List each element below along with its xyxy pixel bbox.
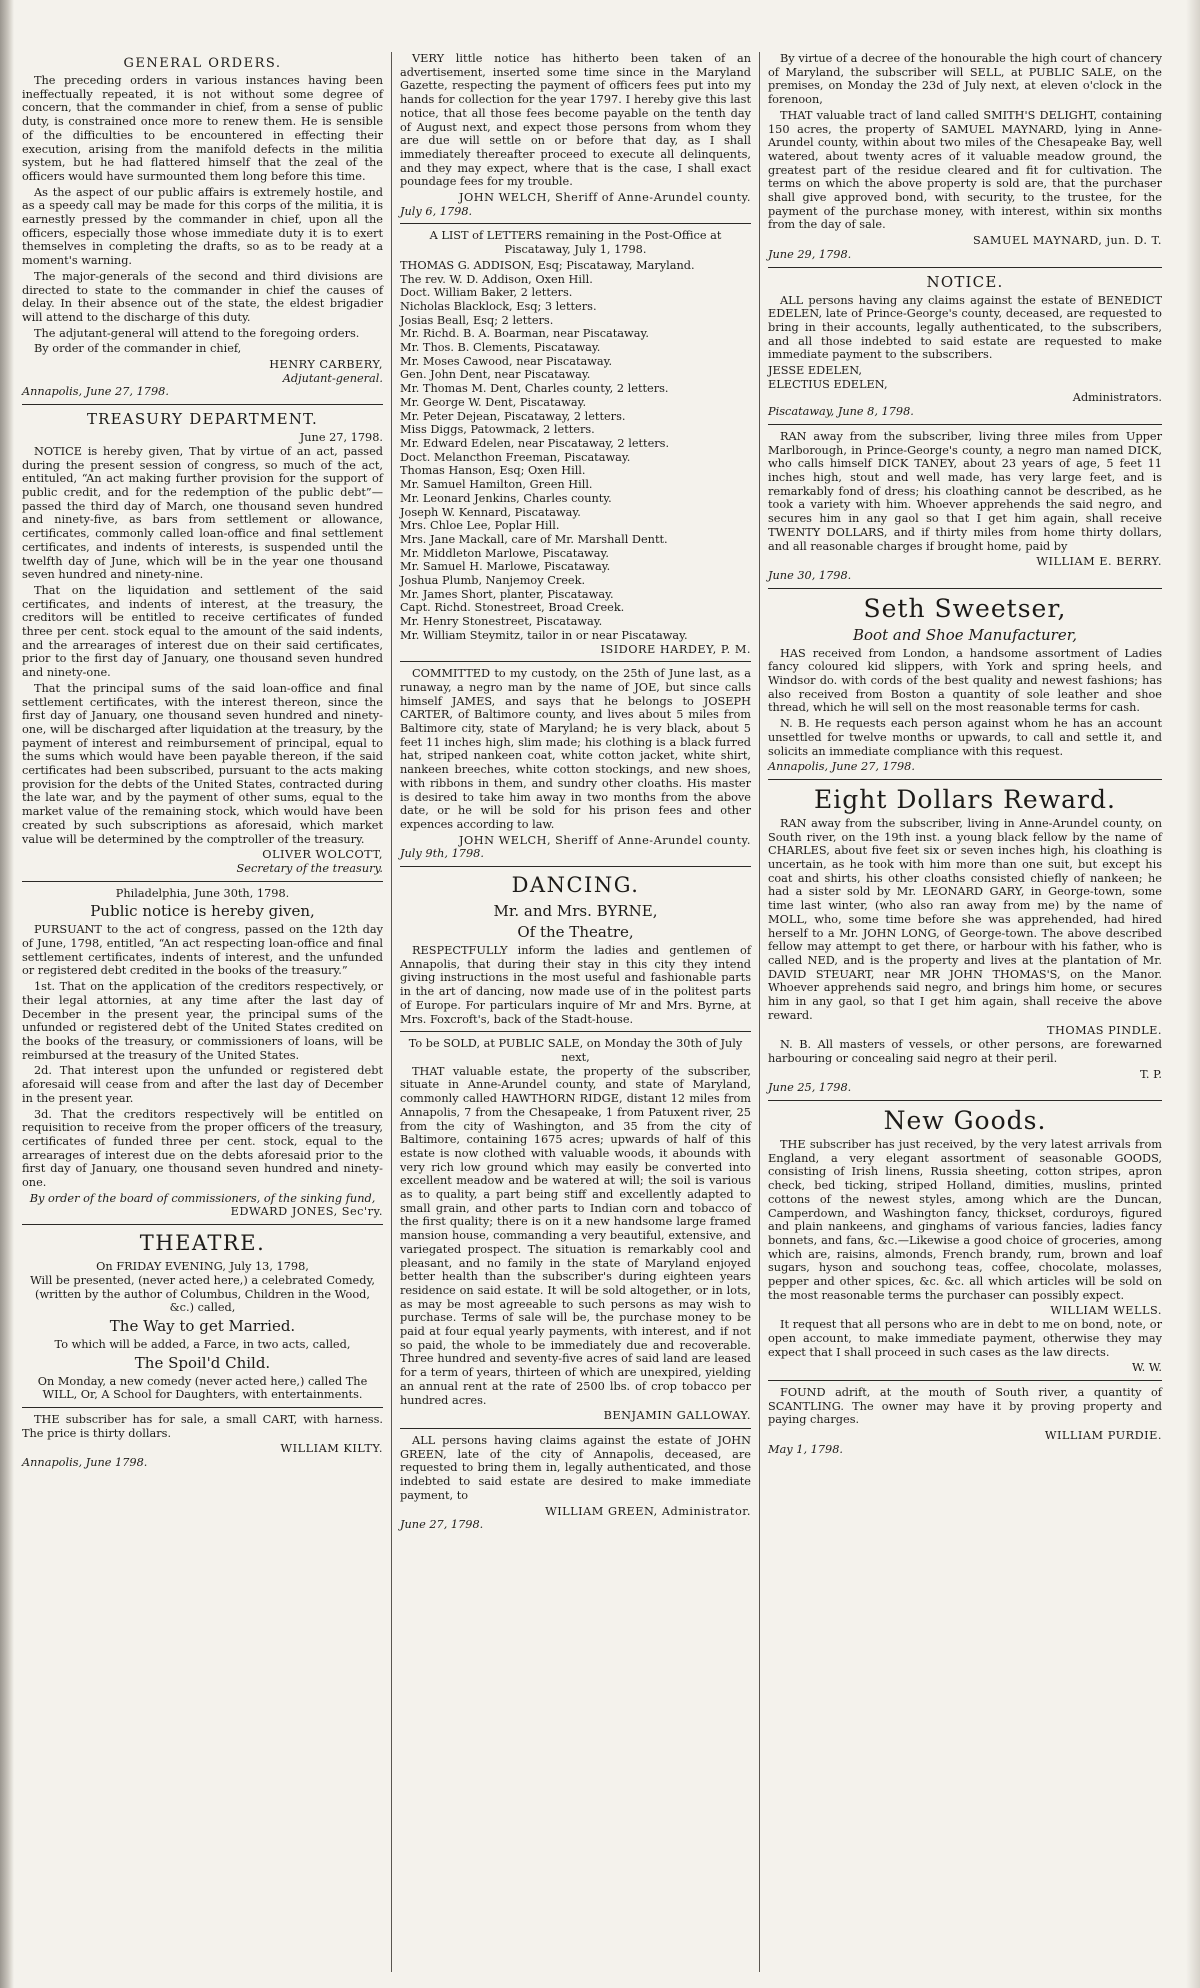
found-scantling xyxy=(768,1386,1162,1457)
divider xyxy=(400,1428,751,1429)
letter-entry: The rev. W. D. Addison, Oxen Hill. xyxy=(400,272,593,286)
theatre-title: THEATRE. xyxy=(139,1231,266,1256)
general-orders-signer: HENRY CARBERY, xyxy=(269,358,383,372)
dancing-sub-1: Mr. and Mrs. BYRNE, xyxy=(493,902,658,921)
letter-entry: Mr. Samuel Hamilton, Green Hill. xyxy=(400,478,593,492)
welch-signer: JOHN WELCH, Sheriff of Anne-Arundel county. xyxy=(458,191,751,205)
dancing-title: DANCING. xyxy=(511,873,640,898)
public-notice-p4: 3d. That the creditors respectively will be entitled on requisition to receive from the proper officers of the treasury, certificates of funded three per cent. stock, equal to the arrearages of interest due on the debts aforesaid prior to the first day of January, one thousand seven hundred and ninety-one. xyxy=(22,1107,383,1190)
found-date: May 1, 1798. xyxy=(768,1442,843,1456)
theatre-line-1: On FRIDAY EVENING, July 13, 1798, xyxy=(96,1260,309,1274)
theatre-farce: The Spoil'd Child. xyxy=(134,1353,271,1372)
reward-p2: N. B. All masters of vessels, or other persons, are forewarned harbouring or concealing said negro at their peril. xyxy=(768,1038,1162,1065)
treasury-date: June 27, 1798. xyxy=(299,431,383,445)
columns xyxy=(14,52,1186,1972)
found-p1: FOUND adrift, at the mouth of South river, a quantity of SCANTLING. The owner may have it by proving property and paying charges. xyxy=(768,1385,1162,1427)
letter-entry: Mrs. Jane Mackall, care of Mr. Marshall Dentt. xyxy=(400,532,668,546)
committed-p1: COMMITTED to my custody, on the 25th of June last, as a runaway, a negro man by the name of JOE, but since calls himself JAMES, and says that he belongs to JOSEPH CARTER, of Baltimore county, and lives about 5 miles from Baltimore city, state of Maryland; he is very black, about 5 feet 11 inches high, slim made; his clothing is a black furred hat, striped nankeen coat, white cotton jacket, white shirt, nankeen breeches, white cotton stockings, and new shoes, with ribbons in them, and sundry other cloaths. His master is desired to take him away in two months from the above date, or he will be sold for his prison fees and other expences according to law. xyxy=(400,667,751,831)
treasury-signer-title: Secretary of the treasury. xyxy=(236,861,383,875)
letters-list xyxy=(400,229,751,656)
divider xyxy=(22,1224,383,1225)
notice-role: Administrators. xyxy=(1072,391,1162,405)
divider xyxy=(768,1100,1162,1101)
column-3 xyxy=(760,52,1170,1972)
chancery-p1: By virtue of a decree of the honourable the high court of chancery of Maryland, the subscriber will SELL, at PUBLIC SALE, on the premises, on Monday the 23d of July next, at eleven o'clock in the forenoon, xyxy=(768,52,1162,107)
public-notice-p2: 1st. That on the application of the creditors respectively, or their legal attornies, at any time after the last day of December in the present year, the principal sums of the unfunded or registered debt of the United States credited on the books of the treasury, or commissioners of loans, will be reimbursed at the treasury of the United States. xyxy=(22,980,383,1062)
sale-title: To be SOLD, at PUBLIC SALE, on Monday the 30th of July next, xyxy=(408,1037,743,1064)
dancing xyxy=(400,873,751,1026)
seth-sub: Boot and Shoe Manufacturer, xyxy=(852,625,1077,644)
treasury-p1: NOTICE is hereby given, That by virtue of an act, passed during the present session of congress, so much of the act, entituled, “An act making further provision for the support of public credit, and for the redemption of the public debt”—passed the third day of March, one thousand seven hundred and ninety-five, as bars from settlement or allowance, certificates, commonly called loan-office and final settlement certificates, and indents of interests, is suspended until the twelfth day of June, which will be in the year one thousand seven hundred and ninety-nine. xyxy=(22,444,383,582)
letter-entry: Mr. Peter Dejean, Piscataway, 2 letters. xyxy=(400,409,626,423)
divider xyxy=(400,866,751,867)
column-2 xyxy=(392,52,760,1972)
edelen-notice xyxy=(768,273,1162,419)
reward-title: Eight Dollars Reward. xyxy=(814,784,1116,814)
general-orders xyxy=(22,56,383,399)
eight-dollars-reward xyxy=(768,785,1162,1095)
divider xyxy=(768,424,1162,425)
letter-entry: Josias Beall, Esq; 2 letters. xyxy=(400,313,554,327)
goods-signer: WILLIAM WELLS. xyxy=(1050,1304,1162,1318)
welch-p1: VERY little notice has hitherto been taken of an advertisement, inserted some time since in the Maryland Gazette, respecting the payment of officers fees put into my hands for collection for the year 1797. I hereby give this last notice, that all those fees become payable on the tenth day of August next, and expect those persons from whom they are due will settle on or before that day, as I shall immediately thereafter proceed to execute all delinquents, and they may expect, where that is the case, I shall exact poundage fees for my trouble. xyxy=(400,52,751,189)
public-notice-dateline: Philadelphia, June 30th, 1798. xyxy=(115,886,290,900)
theatre-line-3: To which will be added, a Farce, in two acts, called, xyxy=(54,1337,351,1351)
chancery-sale xyxy=(768,52,1162,262)
sale-p1: THAT valuable estate, the property of the subscriber, situate in Anne-Arundel county, and state of Maryland, commonly called HAWTHORN RIDGE, distant 12 miles from Annapolis, 7 from the Chesapeake, 1 from Patuxent river, 25 from the city of Washington, and 35 from the city of Baltimore, containing 1675 acres; upwards of half of this estate is now clothed with valuable woods, it abounds with very rich low ground which may easily be converted into excellent meadow and be watered at will; the soil is various as to quality, a part being stiff and excellently adapted to small grain, and other parts to Indian corn and tobacco of the first quality; there is on it a new handsome large framed mansion house, commanding a very beautiful, extensive, and variegated prospect. The situation is remarkably cool and pleasant, and no family in the state of Maryland enjoyed better health than the subscriber's during eighteen years residence on said estate. It will be sold altogether, or in lots, as may be most agreeable to such persons as may wish to purchase. Terms of sale will be, the purchase money to be paid at four equal yearly payments, with interest, and if not so paid, the whole to be immediately due and recoverable. Three hundred and seventy-five acres of said land are leased for a term of years, thirteen of which are unexpired, yielding an annual rent at the rate of 2500 lbs. of crop tobacco per hundred acres. xyxy=(400,1064,751,1407)
committed-signer: JOHN WELCH, Sheriff of Anne-Arundel county. xyxy=(458,833,751,847)
general-orders-date: Annapolis, June 27, 1798. xyxy=(22,385,169,399)
public-notice-p3: 2d. That interest upon the unfunded or registered debt aforesaid will cease from and after the last day of December in the present year. xyxy=(22,1064,383,1105)
letter-entry: Mr. Moses Cawood, near Piscataway. xyxy=(400,354,613,368)
treasury-signer: OLIVER WOLCOTT, xyxy=(262,848,383,862)
letter-entry: THOMAS G. ADDISON, Esq; Piscataway, Maryland. xyxy=(400,258,695,272)
treasury-department xyxy=(22,410,383,876)
notice-signer-2: ELECTIUS EDELEN, xyxy=(768,377,888,391)
letter-entry: Mr. Richd. B. A. Boarman, near Piscataway. xyxy=(400,327,649,341)
general-orders-p5: By order of the commander in chief, xyxy=(34,342,242,356)
seth-p2: N. B. He requests each person against whom he has an account unsettled for twelve months or upwards, to call and settle it, and solicits an immediate compliance with this request. xyxy=(768,717,1162,758)
goods-initials: W. W. xyxy=(1131,1361,1162,1375)
committed-notice xyxy=(400,667,751,861)
notice-title: NOTICE. xyxy=(926,272,1004,291)
green-signer: WILLIAM GREEN, Administrator. xyxy=(545,1504,751,1518)
letter-entry: Doct. William Baker, 2 letters. xyxy=(400,286,573,300)
runaway1-p1: RAN away from the subscriber, living three miles from Upper Marlborough, in Prince-George's county, a negro man named DICK, who calls himself DICK TANEY, about 23 years of age, 5 feet 11 inches high, stout and well made, has very large feet, and is remarkably fond of dress; his cloathing cannot be described, as he took a variety with him. Whoever apprehends the said negro, and secures him in any gaol so that I get him again, shall receive TWENTY DOLLARS, and if thirty miles from home thirty dollars, and all reasonable charges if brought home, paid by xyxy=(768,429,1162,553)
letter-entry: Capt. Richd. Stonestreet, Broad Creek. xyxy=(400,601,625,615)
public-notice-signer: EDWARD JONES, Sec'ry. xyxy=(230,1205,383,1219)
letters-signer: ISIDORE HARDEY, P. M. xyxy=(600,642,751,656)
theatre-line-2: Will be presented, (never acted here,) a celebrated Comedy, (written by the author of Columbus, Children in the Wood, &c.) called, xyxy=(30,1273,375,1315)
welch-date: July 6, 1798. xyxy=(400,204,473,218)
theatre-play: The Way to get Married. xyxy=(109,1316,296,1335)
theatre xyxy=(22,1231,383,1402)
notice-date: Piscataway, June 8, 1798. xyxy=(768,405,914,419)
found-signer: WILLIAM PURDIE. xyxy=(1044,1429,1162,1443)
cart-date: Annapolis, June 1798. xyxy=(22,1456,148,1470)
letter-entry: Mr. James Short, planter, Piscataway. xyxy=(400,587,614,601)
goods-title: New Goods. xyxy=(883,1106,1047,1135)
letter-entry: Mr. George W. Dent, Piscataway. xyxy=(400,395,587,409)
seth-sweetser xyxy=(768,594,1162,774)
seth-title: Seth Sweetser, xyxy=(863,593,1067,623)
notice-p1: ALL persons having any claims against the estate of BENEDICT EDELEN, late of Prince-George's county, deceased, are requested to bring in their accounts, legally authenticated, to the subscribers, and all those indebted to said estate are requested to make immediate payment to the subscribers. xyxy=(768,293,1162,362)
public-notice-p1: PURSUANT to the act of congress, passed on the 12th day of June, 1798, entitled, “An act respecting loan-office and final settlement certificates, indents of interest, and the unfunded or registered debt credited in the books of the treasury.” xyxy=(22,923,383,978)
letter-entry: Mr. Middleton Marlowe, Piscataway. xyxy=(400,546,609,560)
reward-p1: RAN away from the subscriber, living in Anne-Arundel county, on South river, on the 19th inst. a young black fellow by the name of CHARLES, about five feet six or seven inches high, his cloathing is uncertain, as he took with him more than one suit, but except his coat and shirts, his other cloaths consisted chiefly of nankeen; he had a sister sold by Mr. LEONARD GARY, in George-town, some time last winter, (who also ran away from me) by the name of MOLL, who, some time before she was apprehended, had hired herself to a Mr. JOHN LONG, of George-town. The above described fellow may attempt to get there, or harbour with his father, who is called NED, and is the property and lives at the plantation of Mr. DAVID STEUART, near MR JOHN THOMAS'S, on the Manor. Whoever apprehends said negro, and brings him home, or secures him in any gaol, so that I get him again, shall receive the above reward. xyxy=(768,816,1162,1022)
divider xyxy=(768,1380,1162,1381)
letter-entry: Mr. Thos. B. Clements, Piscataway. xyxy=(400,341,601,355)
divider xyxy=(22,1407,383,1408)
letters-title: A LIST of LETTERS remaining in the Post-Office at Piscataway, July 1, 1798. xyxy=(429,229,722,257)
column-1 xyxy=(14,52,392,1972)
letter-entry: Gen. John Dent, near Piscataway. xyxy=(400,368,591,382)
chancery-date: June 29, 1798. xyxy=(768,247,852,261)
public-sale xyxy=(400,1037,751,1423)
divider xyxy=(400,1031,751,1032)
runaway1-signer: WILLIAM E. BERRY. xyxy=(1036,555,1162,569)
cart-for-sale xyxy=(22,1413,383,1470)
new-goods xyxy=(768,1106,1162,1375)
chancery-signer: SAMUEL MAYNARD, jun. D. T. xyxy=(973,234,1162,248)
reward-initials: T. P. xyxy=(1140,1067,1162,1081)
treasury-p3: That the principal sums of the said loan-office and final settlement certificates, with the interest thereon, since the first day of January, one thousand seven hundred and ninety-one, will be discharged after liquidation at the treasury, by the payment of interest and reimbursement of principal, equal to the sums which would have been payable thereon, if the said certificates had been subscribed, pursuant to the acts making provision for the debts of the United States, contracted during the late war, and by the payment of other sums, equal to the market value of the remaining stock, which would have been created by such subscriptions as aforesaid, which market value will be determined by the comptroller of the treasury. xyxy=(22,681,383,846)
letter-entry: Mr. Edward Edelen, near Piscataway, 2 letters. xyxy=(400,436,670,450)
letter-entry: Mr. Samuel H. Marlowe, Piscataway. xyxy=(400,560,611,574)
welch-notice xyxy=(400,52,751,218)
runaway1-date: June 30, 1798. xyxy=(768,568,852,582)
runaway-dick xyxy=(768,430,1162,583)
public-notice-title: Public notice is hereby given, xyxy=(90,902,315,921)
chancery-p2: THAT valuable tract of land called SMITH'S DELIGHT, containing 150 acres, the property of SAMUEL MAYNARD, lying in Anne-Arundel county, within about two miles of the Chesapeake Bay, well watered, about twenty acres of it valuable meadow ground, the greatest part of the residue cleared and fit for cultivation. The terms on which the above property is sold are, that the purchaser shall give approved bond, with security, to the trustee, for the payment of the purchase money, with interest, within six months from the day of sale. xyxy=(768,108,1162,232)
divider xyxy=(22,404,383,405)
divider xyxy=(400,223,751,224)
general-orders-p3: The major-generals of the second and third divisions are directed to state to the commander in chief the causes of delay. In their absence out of the state, the eldest brigadier will attend to the discharge of this duty. xyxy=(22,269,383,324)
divider xyxy=(768,267,1162,268)
divider xyxy=(22,881,383,882)
general-orders-p4: The adjutant-general will attend to the foregoing orders. xyxy=(34,326,360,340)
letter-entry: Joshua Plumb, Nanjemoy Creek. xyxy=(400,574,586,588)
reward-signer: THOMAS PINDLE. xyxy=(1046,1024,1162,1038)
divider xyxy=(400,661,751,662)
general-orders-signer-title: Adjutant-general. xyxy=(282,371,383,385)
seth-p1: HAS received from London, a handsome assortment of Ladies fancy coloured kid slippers, with York and spring heels, and Windsor do. with cords of the best quality and newest fashions; has also received from Boston a quantity of sole leather and shoe thread, which he will sell on the most reasonable terms for cash. xyxy=(768,646,1162,715)
reward-date: June 25, 1798. xyxy=(768,1081,852,1095)
green-estate xyxy=(400,1434,751,1532)
treasury-title: TREASURY DEPARTMENT. xyxy=(86,410,319,429)
public-notice xyxy=(22,887,383,1219)
divider xyxy=(768,779,1162,780)
letter-entry: Nicholas Blacklock, Esq; 3 letters. xyxy=(400,299,597,313)
letter-entry: Mr. Thomas M. Dent, Charles county, 2 letters. xyxy=(400,382,669,396)
letter-entry: Mrs. Chloe Lee, Poplar Hill. xyxy=(400,519,560,533)
letter-entry: Miss Diggs, Patowmack, 2 letters. xyxy=(400,423,595,437)
public-notice-by-order: By order of the board of commissioners, of the sinking fund, xyxy=(29,1191,376,1205)
cart-p1: THE subscriber has for sale, a small CART, with harness. The price is thirty dollars. xyxy=(22,1413,383,1440)
dancing-p1: RESPECTFULLY inform the ladies and gentlemen of Annapolis, that during their stay in this city they intend giving instructions in the most useful and fashionable parts in the art of dancing, now made use of in the politest parts of Europe. For particulars inquire of Mr and Mrs. Byrne, at Mrs. Foxcroft's, back of the Stadt-house. xyxy=(400,944,751,1026)
divider xyxy=(768,588,1162,589)
dancing-sub-2: Of the Theatre, xyxy=(517,923,634,942)
letters-items xyxy=(400,259,751,643)
letter-entry: Doct. Melancthon Freeman, Piscataway. xyxy=(400,450,631,464)
notice-signer-1: JESSE EDELEN, xyxy=(768,364,862,378)
letter-entry: Mr. Henry Stonestreet, Piscataway. xyxy=(400,615,603,629)
general-orders-p2: As the aspect of our public affairs is extremely hostile, and as a speedy call may be made for this corps of the militia, it is earnestly pressed by the commander in chief, upon all the officers, especially those whose immediate duty it is to exert themselves in completing the drafts, so as to be ready at a moment's warning. xyxy=(22,185,383,268)
seth-date: Annapolis, June 27, 1798. xyxy=(768,760,915,774)
letter-entry: Mr. William Steymitz, tailor in or near Piscataway. xyxy=(400,628,688,642)
theatre-line-4: On Monday, a new comedy (never acted here,) called The WILL, Or, A School for Daughters, with entertainments. xyxy=(37,1374,368,1402)
green-p1: ALL persons having claims against the estate of JOHN GREEN, late of the city of Annapolis, deceased, are requested to bring them in, legally authenticated, and those indebted to said estate are desired to make immediate payment, to xyxy=(400,1433,751,1502)
treasury-p2: That on the liquidation and settlement of the said certificates, and indents of interest, at the treasury, the creditors will be entitled to receive certificates of funded three per cent. stock equal to the amount of the said indents, and the arrearages of interest due on their said certificates, prior to the first day of January, one thousand seven hundred and ninety-one. xyxy=(22,583,383,680)
letter-entry: Joseph W. Kennard, Piscataway. xyxy=(400,505,581,519)
sale-signer: BENJAMIN GALLOWAY. xyxy=(603,1409,751,1423)
cart-signer: WILLIAM KILTY. xyxy=(280,1442,383,1456)
general-orders-title: GENERAL ORDERS. xyxy=(123,56,282,71)
committed-date: July 9th, 1798. xyxy=(400,847,484,861)
letter-entry: Mr. Leonard Jenkins, Charles county. xyxy=(400,491,612,505)
goods-p1: THE subscriber has just received, by the very latest arrivals from England, a very elegant assortment of seasonable GOODS, consisting of Irish linens, Russia sheeting, cotton stripes, apron check, bed ticking, striped Holland, dimities, muslins, printed cottons of the newest styles, among which are the Duncan, Camperdown, and Washington fancy, thickset, corduroys, figured and plain nankeens, and ginghams of various fancies, ladies fancy bonnets, and fans, &c.—Likewise a good choice of groceries, among which are, raisins, almonds, French brandy, rum, brown and loaf sugars, hyson and souchong teas, coffee, chocolate, molasses, pepper and other spices, &c. &c. all which articles will be sold on the most reasonable terms the purchaser can possibly expect. xyxy=(768,1138,1162,1302)
general-orders-p1: The preceding orders in various instances having been ineffectually repeated, it is not without some degree of concern, that the commander in chief, from a sense of public duty, is constrained once more to renew them. He is sensible of the difficulties to be encountered in effecting their execution, arising from the manifold defects in the militia system, but he had flattered himself that the zeal of the officers would have surmounted them long before this time. xyxy=(22,74,383,183)
letter-entry: Thomas Hanson, Esq; Oxen Hill. xyxy=(400,464,586,478)
green-date: June 27, 1798. xyxy=(400,1518,484,1532)
goods-p2: It request that all persons who are in debt to me on bond, note, or open account, to make immediate payment, otherwise they may expect that I shall proceed in such cases as the law directs. xyxy=(768,1318,1162,1359)
